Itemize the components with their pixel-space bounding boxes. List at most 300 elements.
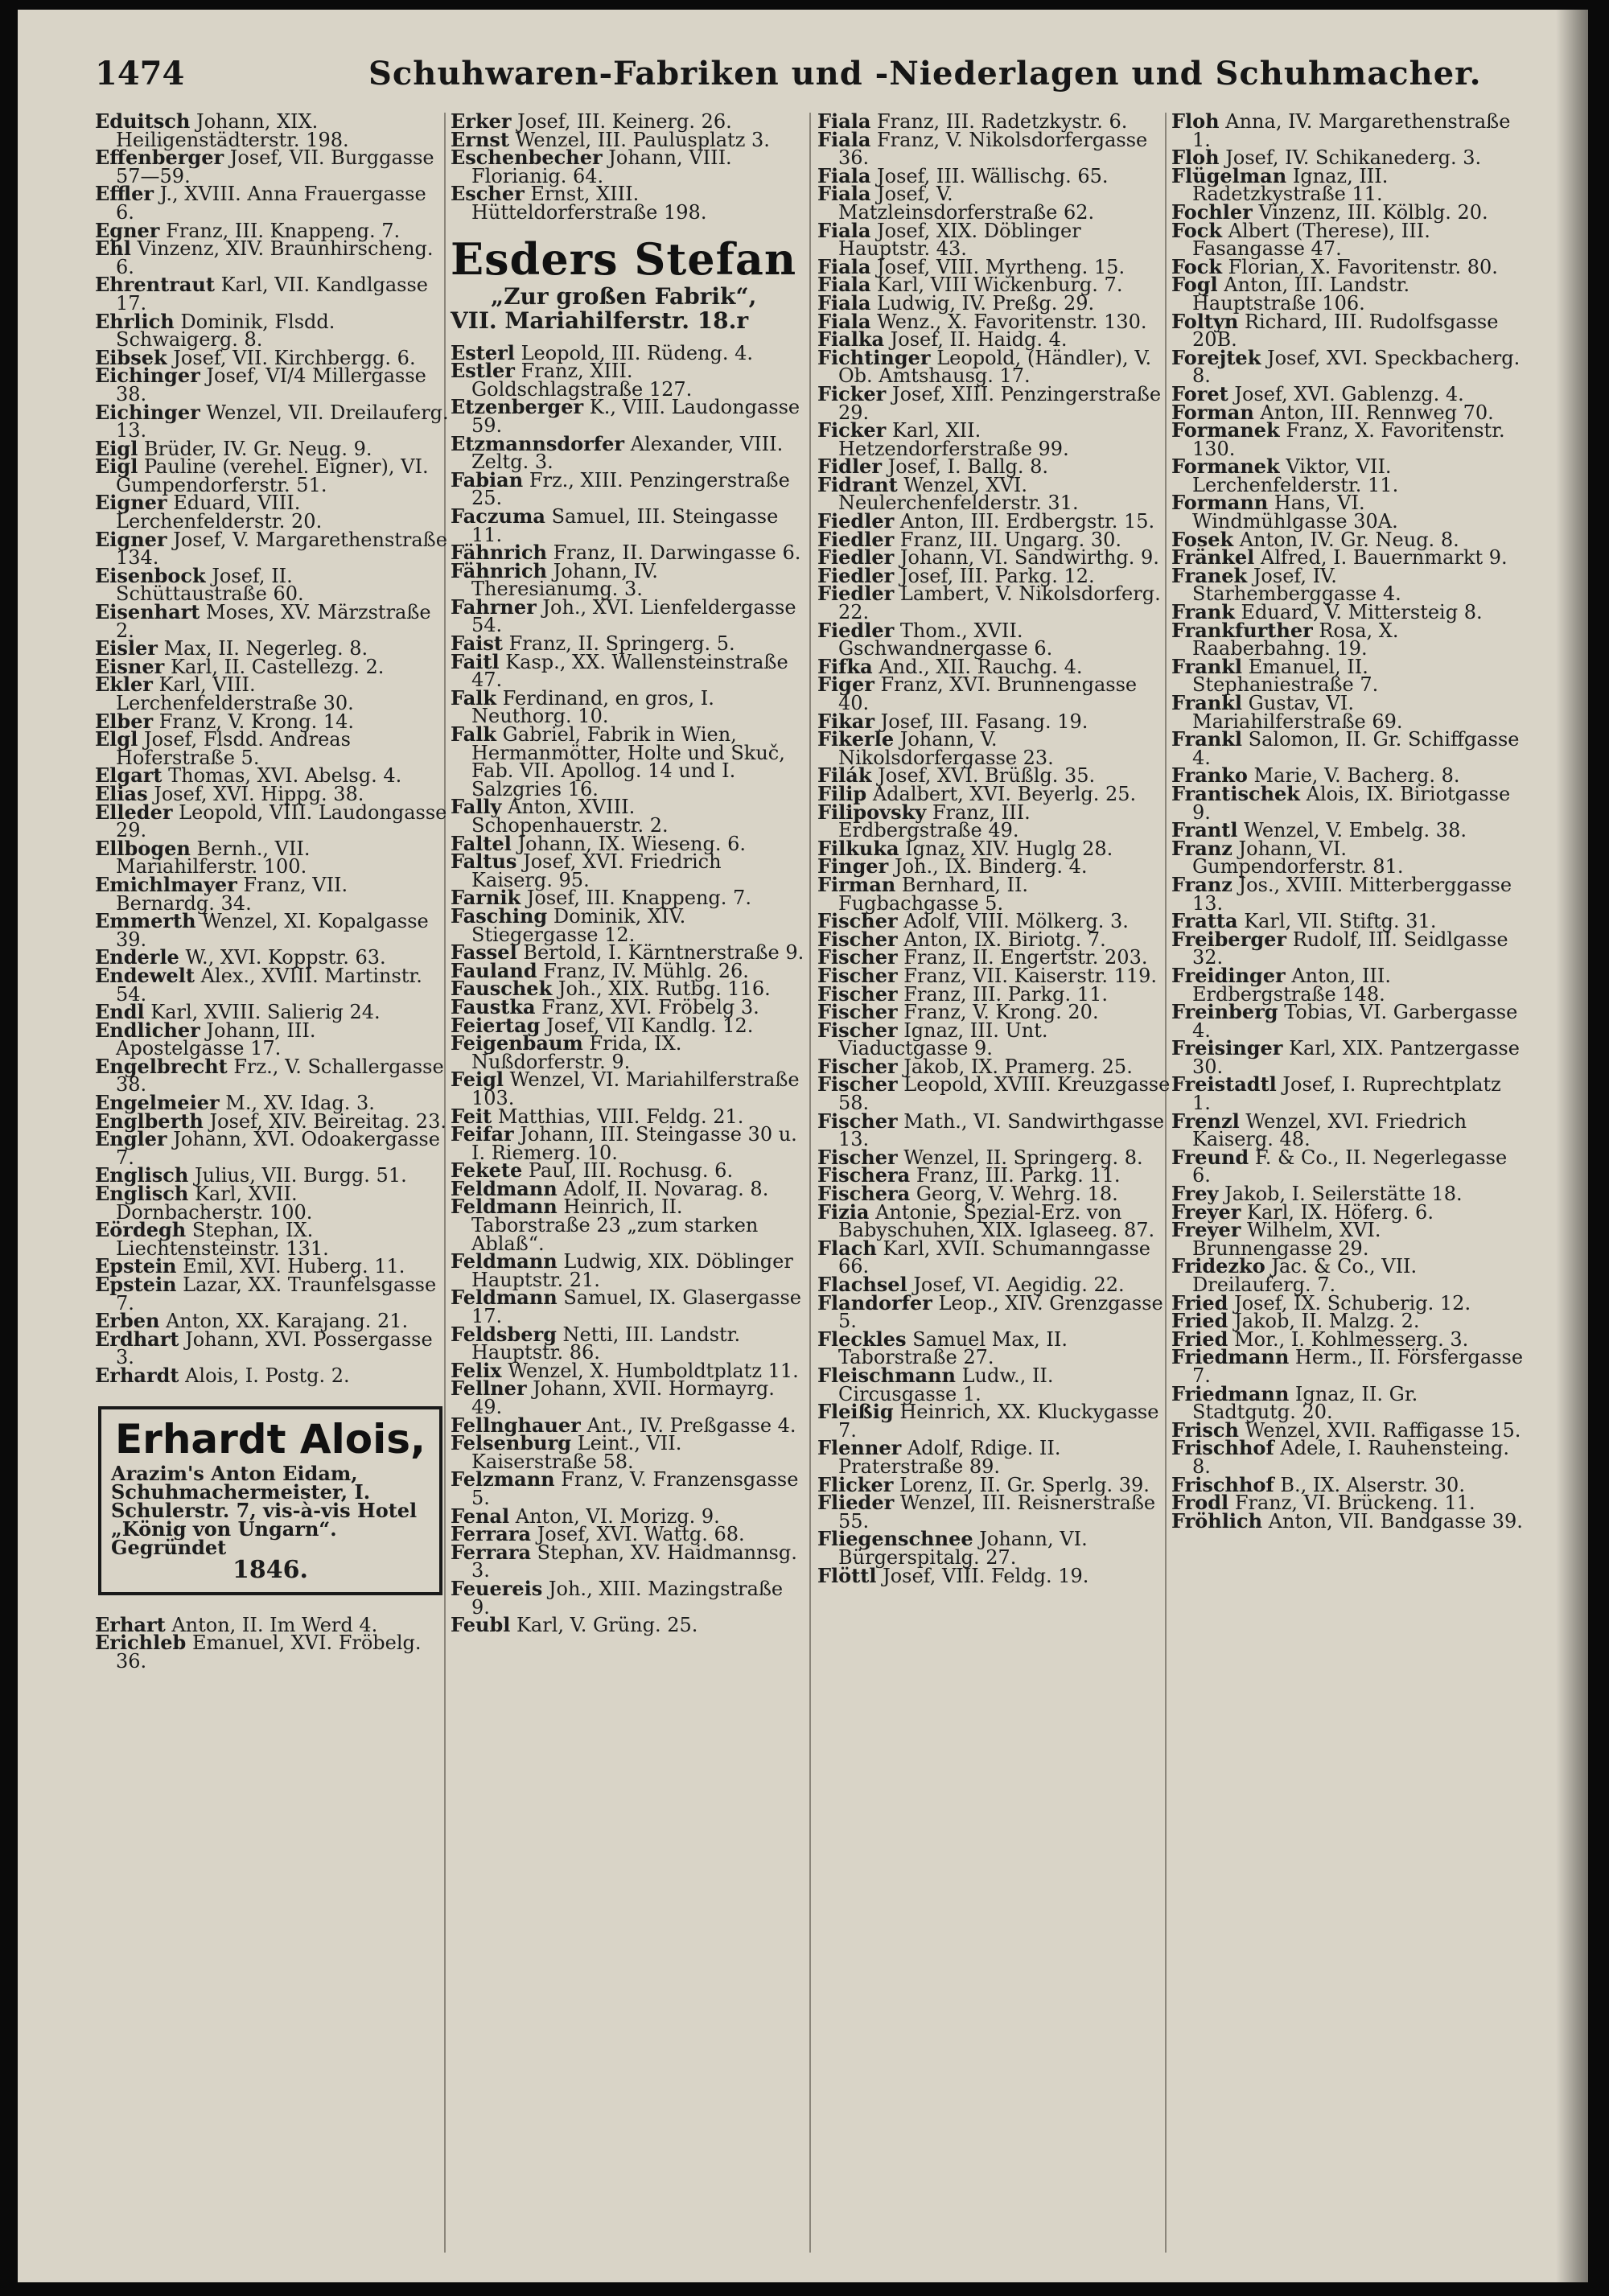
directory-entry — [1171, 455, 1525, 496]
entry-details: Anton, IV. Gr. Neug. 8. — [1239, 528, 1459, 551]
entry-details: Jakob, II. Malzg. 2. — [1234, 1310, 1420, 1333]
entry-name: Fiedler — [817, 545, 895, 570]
entry-details: M., XV. Idag. 3. — [225, 1092, 375, 1115]
directory-entry — [451, 1322, 804, 1364]
entry-name: Eigl — [95, 436, 138, 460]
entry-details: Ignaz, III. Radetzkystraße 11. — [1192, 164, 1389, 206]
entry-name: Forejtek — [1171, 345, 1261, 369]
entry-name: Fischer — [817, 1109, 898, 1133]
entry-details: Wenzel, XI. Kopalgasse 39. — [116, 910, 429, 951]
entry-name: Fauschek — [451, 977, 553, 1001]
entry-details: Thom., XVII. Gschwandnergasse 6. — [838, 619, 1053, 660]
directory-entry — [1171, 1381, 1525, 1424]
entry-details: Anton, III. Erdbergstraße 148. — [1192, 964, 1392, 1006]
entry-details: Math., VI. Sandwirthgasse 13. — [838, 1109, 1165, 1151]
entry-name: Fischera — [817, 1163, 911, 1187]
directory-entry — [817, 618, 1171, 660]
entry-name: Escher — [451, 182, 525, 206]
entry-name: Ekler — [95, 673, 153, 697]
directory-entry — [1171, 563, 1525, 606]
ad-year: 1846. — [233, 1555, 308, 1584]
directory-entry — [1171, 109, 1525, 151]
directory-entry — [817, 127, 1171, 170]
entry-name: Etzmannsdorfer — [451, 431, 625, 455]
directory-entry — [1171, 1218, 1525, 1260]
entry-details: Franz, XVI. Fröbelg 3. — [541, 995, 759, 1018]
entry-details: Jos., XVIII. Mitterberggasse 13. — [1192, 873, 1512, 915]
entry-name: Faltus — [451, 850, 517, 874]
entry-details: B., IX. Alserstr. 30. — [1280, 1473, 1465, 1496]
entry-name: Epstein — [95, 1273, 177, 1296]
entry-details: Franz, III. Ungarg. 30. — [899, 528, 1121, 551]
directory-entry — [1171, 1000, 1525, 1042]
entry-details: Pauline (verehel. Eigner), VI. Gumpendorferstr. 51. — [116, 455, 429, 496]
entry-name: Englisch — [95, 1163, 189, 1187]
directory-entry — [95, 727, 449, 769]
entry-details: Stephan, XV. Haidmannsg. 3. — [471, 1541, 797, 1582]
entry-name: Esterl — [451, 340, 515, 364]
entry-details: Joh., XIII. Mazingstraße 9. — [471, 1577, 784, 1619]
entry-details: Franz, V. Franzensgasse 5. — [471, 1468, 799, 1509]
entry-name: Flandorfer — [817, 1290, 932, 1315]
entry-name: Fikar — [817, 709, 874, 733]
entry-details: Wenzel, III. Reisnerstraße 55. — [838, 1492, 1156, 1533]
entry-name: Friedmann — [1171, 1345, 1290, 1369]
entry-name: Fratta — [1171, 909, 1238, 933]
directory-entry — [1171, 727, 1525, 769]
entry-details: Florian, X. Favoritenstr. 80. — [1228, 255, 1498, 278]
entry-details: Johann, V. Nikolsdorfergasse 23. — [838, 728, 1054, 769]
entry-name: Freidinger — [1171, 963, 1286, 987]
entry-details: Ludw., II. Circusgasse 1. — [838, 1364, 1054, 1405]
entry-name: Ferrara — [451, 1522, 532, 1546]
entry-details: Franz, VII. Bernardg. 34. — [116, 873, 348, 915]
entry-details: Max, II. Negerleg. 8. — [163, 637, 368, 660]
directory-entry — [95, 600, 449, 642]
directory-entry — [817, 1400, 1171, 1442]
entry-name: Englisch — [95, 1182, 189, 1206]
entry-details: Georg, V. Wehrg. 18. — [916, 1183, 1118, 1206]
entry-name: Flachsel — [817, 1273, 907, 1296]
entry-details: Franz, VI. Brückeng. 11. — [1234, 1492, 1475, 1515]
entry-name: Endlicher — [95, 1018, 200, 1042]
entry-details: Antonie, Spezial-Erz. von Babyschuhen, XIX. Iglaseeg. 87. — [838, 1200, 1155, 1242]
directory-entry — [95, 309, 449, 352]
entry-name: Felzmann — [451, 1467, 555, 1492]
entry-details: Franz, VII. Kaiserstr. 119. — [903, 964, 1158, 987]
entry-name: Friedmann — [1171, 1381, 1290, 1405]
directory-entry — [817, 1436, 1171, 1478]
entry-name: Eigl — [95, 455, 138, 479]
entry-details: Joh., XVI. Lienfeldergasse 54. — [471, 595, 796, 637]
entry-details: Johann, IV. Theresianumg. 3. — [471, 559, 658, 601]
entry-details: Ignaz, II. Gr. Stadtgutg. 20. — [1192, 1382, 1418, 1424]
directory-entry — [451, 1540, 804, 1582]
entry-name: Fischer — [817, 927, 898, 951]
directory-entry — [95, 400, 449, 442]
entry-name: Frank — [1171, 600, 1235, 624]
entry-name: Forman — [1171, 400, 1254, 424]
entry-details: Johann, VI. Sandwirthg. 9. — [899, 546, 1159, 570]
entry-details: Samuel, IX. Glasergasse 17. — [471, 1286, 801, 1328]
entry-name: Falk — [451, 685, 497, 710]
directory-entry — [451, 1286, 804, 1328]
entry-name: Ficker — [817, 381, 887, 405]
entry-name: Engelmeier — [95, 1091, 220, 1115]
entry-name: Filkuka — [817, 836, 899, 860]
entry-details: Franz, II. Darwingasse 6. — [553, 541, 801, 565]
entry-details: Stephan, IX. Liechtensteinstr. 131. — [116, 1219, 329, 1260]
entry-name: Firman — [817, 872, 896, 896]
entry-name: Fischer — [817, 981, 898, 1006]
entry-details: Alex., XVIII. Martinstr. 54. — [116, 964, 422, 1006]
entry-name: Emichlmayer — [95, 872, 237, 896]
entry-details: Johann, IX. Wieseng. 6. — [517, 832, 746, 855]
entry-details: Dominik, Flsdd. Schwaigerg. 8. — [116, 310, 335, 352]
entry-details: Josef, XIX. Döblinger Hauptstr. 43. — [838, 219, 1081, 261]
entry-name: Freistadtl — [1171, 1072, 1277, 1097]
entry-name: Frisch — [1171, 1418, 1239, 1442]
entry-name: Fridezko — [1171, 1254, 1265, 1278]
entry-name: Frankl — [1171, 691, 1243, 714]
directory-entry — [1171, 491, 1525, 533]
entry-name: Fock — [1171, 254, 1222, 278]
directory-entry — [817, 1491, 1171, 1533]
entry-name: Fiala — [817, 182, 871, 206]
directory-entry — [95, 673, 449, 714]
entry-name: Flügelman — [1171, 163, 1287, 187]
entry-list — [1171, 109, 1525, 1533]
entry-name: Feiertag — [451, 1013, 541, 1037]
directory-entry — [95, 872, 449, 915]
entry-name: Fiedler — [817, 509, 895, 533]
entry-name: Fröhlich — [1171, 1508, 1263, 1533]
entry-details: Matthias, VIII. Feldg. 21. — [497, 1105, 744, 1128]
entry-name: Fizia — [817, 1199, 870, 1224]
directory-entry — [95, 109, 449, 151]
entry-details: Karl, V. Grüng. 25. — [516, 1614, 698, 1637]
entry-name: Fiala — [817, 218, 871, 242]
entry-name: Franek — [1171, 563, 1248, 587]
entry-name: Fenal — [451, 1504, 510, 1528]
entry-name: Franz — [1171, 872, 1232, 896]
entry-name: Fochler — [1171, 200, 1253, 224]
entry-details: Alexander, VIII. Zeltg. 3. — [471, 432, 784, 474]
entry-details: Wenzel, V. Embelg. 38. — [1244, 819, 1467, 842]
entry-details: Netti, III. Landstr. Hauptstr. 86. — [471, 1323, 741, 1364]
entry-name: Eibsek — [95, 345, 167, 369]
entry-details: Franz, III. Parkg. 11. — [916, 1164, 1121, 1187]
entry-name: Erhart — [95, 1612, 166, 1636]
entry-name: Fauland — [451, 958, 537, 982]
entry-details: Viktor, VII. Lerchenfelderstr. 11. — [1192, 455, 1399, 496]
page-number: 1474 — [95, 55, 185, 93]
directory-entry — [451, 850, 804, 891]
entry-name: Fleißig — [817, 1400, 894, 1424]
entry-details: Gabriel, Fabrik in Wien, Hermanmötter, Holte und Skuč, Fab. VII. Apollog. 14 und I. Salzgries 16. — [471, 723, 785, 800]
entry-name: Freisinger — [1171, 1036, 1283, 1060]
entry-name: Fischer — [817, 909, 898, 933]
entry-details: Marie, V. Bacherg. 8. — [1253, 764, 1460, 788]
entry-details: Ludwig, IV. Preßg. 29. — [877, 291, 1095, 315]
entry-details: Josef, XIII. Penzingerstraße 29. — [838, 382, 1162, 424]
entry-name: Fidrant — [817, 472, 898, 496]
entry-details: Josef, XVI. Speckbacherg. 8. — [1192, 346, 1521, 388]
entry-details: Adolf, II. Novarag. 8. — [563, 1177, 769, 1200]
entry-details: Josef, VIII. Feldg. 19. — [883, 1564, 1089, 1587]
entry-details: Wenzel, XVII. Raffigasse 15. — [1245, 1418, 1521, 1442]
entry-name: Fifka — [817, 654, 873, 678]
entry-details: Wenzel, II. Springerg. 8. — [903, 1146, 1143, 1169]
directory-entry — [1171, 309, 1525, 352]
entry-details: Bernhard, II. Fugbachgasse 5. — [838, 873, 1029, 915]
entry-name: Erben — [95, 1309, 160, 1333]
entry-details: Leopold, III. Rüdeng. 4. — [521, 341, 754, 364]
directory-entry — [451, 685, 804, 728]
entry-name: Fiedler — [817, 527, 895, 551]
entry-details: Hans, VI. Windmühlgasse 30A. — [1192, 492, 1398, 533]
entry-details: Lorenz, II. Gr. Sperlg. 39. — [899, 1473, 1150, 1496]
entry-details: Johann, XVI. Odoakergasse 7. — [116, 1128, 440, 1169]
entry-details: Anton, VII. Bandgasse 39. — [1268, 1509, 1523, 1533]
entry-details: Anton, XX. Karajang. 21. — [166, 1310, 409, 1333]
entry-list — [95, 1612, 449, 1673]
directory-entry — [451, 649, 804, 692]
entry-name: Fleischmann — [817, 1363, 956, 1387]
entry-name: Elleder — [95, 800, 173, 824]
directory-entry — [1171, 418, 1525, 460]
page-edge-shadow — [1556, 10, 1588, 2282]
entry-name: Eisenhart — [95, 600, 200, 624]
entry-name: Eschenbecher — [451, 146, 603, 170]
entry-details: Karl, XVII. Schumanngasse 66. — [838, 1236, 1150, 1278]
entry-name: Freiberger — [1171, 927, 1287, 951]
directory-entry — [95, 1054, 449, 1097]
entry-name: Fiala — [817, 109, 871, 133]
directory-entry — [817, 1018, 1171, 1060]
entry-name: Frankl — [1171, 654, 1243, 678]
entry-details: Josef, III. Fasang. 19. — [880, 710, 1088, 733]
entry-name: Frantl — [1171, 818, 1238, 842]
directory-entry — [451, 1249, 804, 1291]
entry-details: Ignaz, III. Unt. Viaductgasse 9. — [838, 1018, 1048, 1060]
entry-name: Frodl — [1171, 1491, 1229, 1515]
entry-name: Fikerle — [817, 727, 895, 751]
entry-details: Wilhelm, XVI. Brunnengasse 29. — [1192, 1219, 1381, 1260]
directory-entry — [451, 431, 804, 474]
entry-details: Franz, X. Favoritenstr. 130. — [1192, 419, 1505, 460]
entry-details: Karl, XVIII. Salierig 24. — [150, 1001, 381, 1024]
entry-details: Lambert, V. Nikolsdorferg. 22. — [838, 582, 1161, 624]
ad-name: Erhardt Alois, — [115, 1415, 426, 1463]
entry-details: Karl, II. Castellezg. 2. — [170, 655, 385, 678]
entry-name: Feigenbaum — [451, 1031, 583, 1055]
entry-name: Fiala — [817, 309, 871, 333]
column-3 — [817, 109, 1171, 1587]
entry-details: Johann, XIX. Heiligenstädterstr. 198. — [116, 110, 349, 151]
entry-name: Elias — [95, 781, 148, 805]
ad-tagline: „Zur großen Fabrik“, — [491, 282, 757, 310]
entry-details: Karl, VIII. Lerchenfelderstraße 30. — [116, 673, 354, 714]
entry-details: Josef, III. Wällischg. 65. — [877, 164, 1109, 187]
directory-entry — [1171, 1508, 1525, 1533]
entry-details: Salomon, II. Gr. Schiffgasse 4. — [1192, 728, 1520, 769]
directory-entry — [451, 595, 804, 637]
entry-name: Endewelt — [95, 963, 195, 987]
entry-details: Anna, IV. Margarethenstraße 1. — [1192, 110, 1511, 151]
entry-name: Fabian — [451, 467, 524, 492]
directory-entry — [95, 491, 449, 533]
directory-entry — [1171, 654, 1525, 697]
directory-entry — [817, 1563, 1171, 1587]
entry-details: Vinzenz, III. Kölblg. 20. — [1258, 200, 1488, 224]
entry-details: Josef, VII. Burggasse 57—59. — [116, 146, 434, 187]
directory-entry — [95, 527, 449, 570]
entry-details: Thomas, XVI. Abelsg. 4. — [168, 764, 402, 788]
entry-details: Josef, XIV. Beireitag. 23. — [209, 1109, 446, 1133]
entry-details: Adalbert, XVI. Beyerlg. 25. — [872, 782, 1137, 805]
entry-name: Fischera — [817, 1182, 911, 1206]
directory-entry — [817, 1072, 1171, 1115]
entry-name: Foltyn — [1171, 309, 1239, 333]
directory-entry — [95, 273, 449, 315]
entry-name: Frischhof — [1171, 1472, 1274, 1496]
entry-details: Johann, VI. Bürgerspitalg. 27. — [838, 1528, 1088, 1569]
advertisement-esders — [451, 233, 804, 333]
entry-name: Elgl — [95, 727, 138, 751]
directory-page — [18, 10, 1588, 2282]
entry-name: Etzenberger — [451, 395, 584, 419]
entry-name: Erker — [451, 109, 512, 133]
entry-details: Alfred, I. Bauernmarkt 9. — [1260, 546, 1508, 570]
entry-name: Formann — [1171, 491, 1269, 515]
directory-entry — [451, 182, 804, 224]
entry-name: Faitl — [451, 649, 500, 673]
entry-details: Frida, IX. Nußdorferstr. 9. — [471, 1032, 682, 1073]
entry-list — [817, 109, 1171, 1587]
entry-name: Flenner — [817, 1436, 902, 1460]
entry-details: Frz., XIII. Penzingerstraße 25. — [471, 468, 790, 510]
entry-details: Anton, III. Erdbergstr. 15. — [899, 510, 1155, 533]
entry-name: Ficker — [817, 418, 887, 442]
entry-details: Franz, III. Parkg. 11. — [903, 982, 1108, 1006]
entry-details: Samuel Max, II. Taborstraße 27. — [838, 1327, 1068, 1369]
entry-details: Johann, III. Apostelgasse 17. — [116, 1018, 316, 1060]
entry-name: Fischer — [817, 1054, 898, 1078]
directory-entry — [451, 1576, 804, 1619]
entry-name: Freinberg — [1171, 1000, 1278, 1024]
entry-name: Filip — [817, 781, 867, 805]
entry-name: Fähnrich — [451, 541, 547, 565]
directory-entry — [451, 722, 804, 800]
entry-name: Fichtinger — [817, 345, 931, 369]
directory-entry — [817, 182, 1171, 224]
entry-name: Erhardt — [95, 1363, 179, 1387]
directory-entry — [95, 364, 449, 405]
entry-details: Dominik, XIV. Stiegergasse 12. — [471, 904, 686, 946]
directory-entry — [451, 1467, 804, 1509]
entry-name: Freund — [1171, 1145, 1249, 1169]
directory-entry — [817, 1363, 1171, 1405]
entry-details: Rudolf, III. Seidlgasse 32. — [1192, 928, 1508, 969]
entry-details: Bertold, I. Kärntnerstraße 9. — [523, 941, 804, 965]
entry-name: Frankl — [1171, 727, 1243, 751]
entry-name: Fleckles — [817, 1327, 907, 1351]
directory-entry — [1171, 1072, 1525, 1115]
entry-name: Eisenbock — [95, 563, 206, 587]
entry-name: Frischhof — [1171, 1436, 1274, 1460]
directory-entry — [1171, 927, 1525, 969]
entry-details: Julius, VII. Burgg. 51. — [194, 1164, 407, 1187]
entry-name: Eigner — [95, 491, 167, 515]
entry-details: Mor., I. Kohlmesserg. 3. — [1234, 1327, 1469, 1351]
entry-name: Effenberger — [95, 146, 224, 170]
entry-name: Fogl — [1171, 273, 1218, 297]
ad-text: Arazim's Anton Eidam, Schuhmachermeister, I. Schulerstr. 7, vis-à-vis Hotel „König von Ungarn“. Gegründet — [111, 1461, 418, 1559]
directory-entry — [451, 504, 804, 546]
entry-details: Karl, VIII Wickenburg. 7. — [877, 274, 1123, 297]
entry-name: Fasching — [451, 903, 548, 928]
running-title: Schuhwaren-Fabriken und -Niederlagen und Schuhmacher. — [368, 55, 1482, 93]
entry-name: Frey — [1171, 1182, 1219, 1206]
entry-name: Fiala — [817, 290, 871, 315]
entry-details: Karl, XIX. Pantzergasse 30. — [1192, 1037, 1520, 1078]
entry-details: Josef, V. Margarethenstraße 134. — [116, 528, 447, 570]
directory-entry — [95, 1127, 449, 1169]
entry-details: Ferdinand, en gros, I. Neuthorg. 10. — [471, 686, 714, 728]
entry-name: Fock — [1171, 218, 1222, 242]
entry-details: Franz, XVI. Brunnengasse 40. — [838, 673, 1138, 714]
entry-details: Joh., XIX. Rutbg. 116. — [558, 977, 771, 1001]
entry-name: Feldmann — [451, 1286, 558, 1310]
entry-details: Josef, VII. Kirchbergg. 6. — [173, 346, 416, 369]
entry-details: Wenzel, VII. Dreilauferg. 13. — [116, 401, 449, 442]
entry-name: Fiedler — [817, 582, 895, 606]
entry-details: Leopold, VIII. Laudongasse 29. — [116, 800, 447, 842]
entry-details: Gustav, VI. Mariahilferstraße 69. — [1192, 692, 1403, 733]
entry-details: Albert (Therese), III. Fasangasse 47. — [1192, 219, 1430, 261]
entry-name: Fischer — [817, 963, 898, 987]
entry-name: Fiedler — [817, 618, 895, 642]
entry-name: Fellnghauer — [451, 1413, 581, 1437]
entry-name: Fischer — [817, 1072, 898, 1097]
entry-name: Fischer — [817, 1018, 898, 1042]
entry-details: Samuel, III. Steingasse 11. — [471, 504, 779, 546]
directory-entry — [817, 1236, 1171, 1278]
entry-name: Floh — [1171, 109, 1220, 133]
entry-name: Eisler — [95, 636, 158, 660]
entry-details: Ignaz, XIV. Huglg 28. — [905, 837, 1113, 860]
directory-entry — [817, 218, 1171, 261]
entry-details: Josef, IV. Schikanederg. 3. — [1225, 146, 1482, 170]
entry-details: Josef, III. Keinerg. 26. — [517, 110, 732, 133]
entry-name: Ehrlich — [95, 309, 175, 333]
directory-entry — [95, 455, 449, 496]
directory-entry — [451, 1068, 804, 1109]
entry-details: Karl, IX. Höferg. 6. — [1247, 1200, 1434, 1224]
entry-details: Karl, VII. Kandlgasse 17. — [116, 274, 428, 315]
entry-details: Adolf, VIII. Mölkerg. 3. — [903, 910, 1129, 933]
entry-details: Josef, VI. Aegidig. 22. — [913, 1273, 1125, 1296]
entry-name: Ferrara — [451, 1540, 532, 1564]
entry-name: Feldmann — [451, 1176, 558, 1200]
directory-entry — [1171, 1145, 1525, 1187]
directory-entry — [95, 800, 449, 842]
entry-details: Franz, II. Springerg. 5. — [508, 632, 735, 656]
entry-details: Josef, XVI. Brüßlg. 35. — [878, 764, 1096, 788]
entry-details: Josef, III. Parkg. 12. — [899, 564, 1095, 587]
directory-entry — [451, 1431, 804, 1473]
